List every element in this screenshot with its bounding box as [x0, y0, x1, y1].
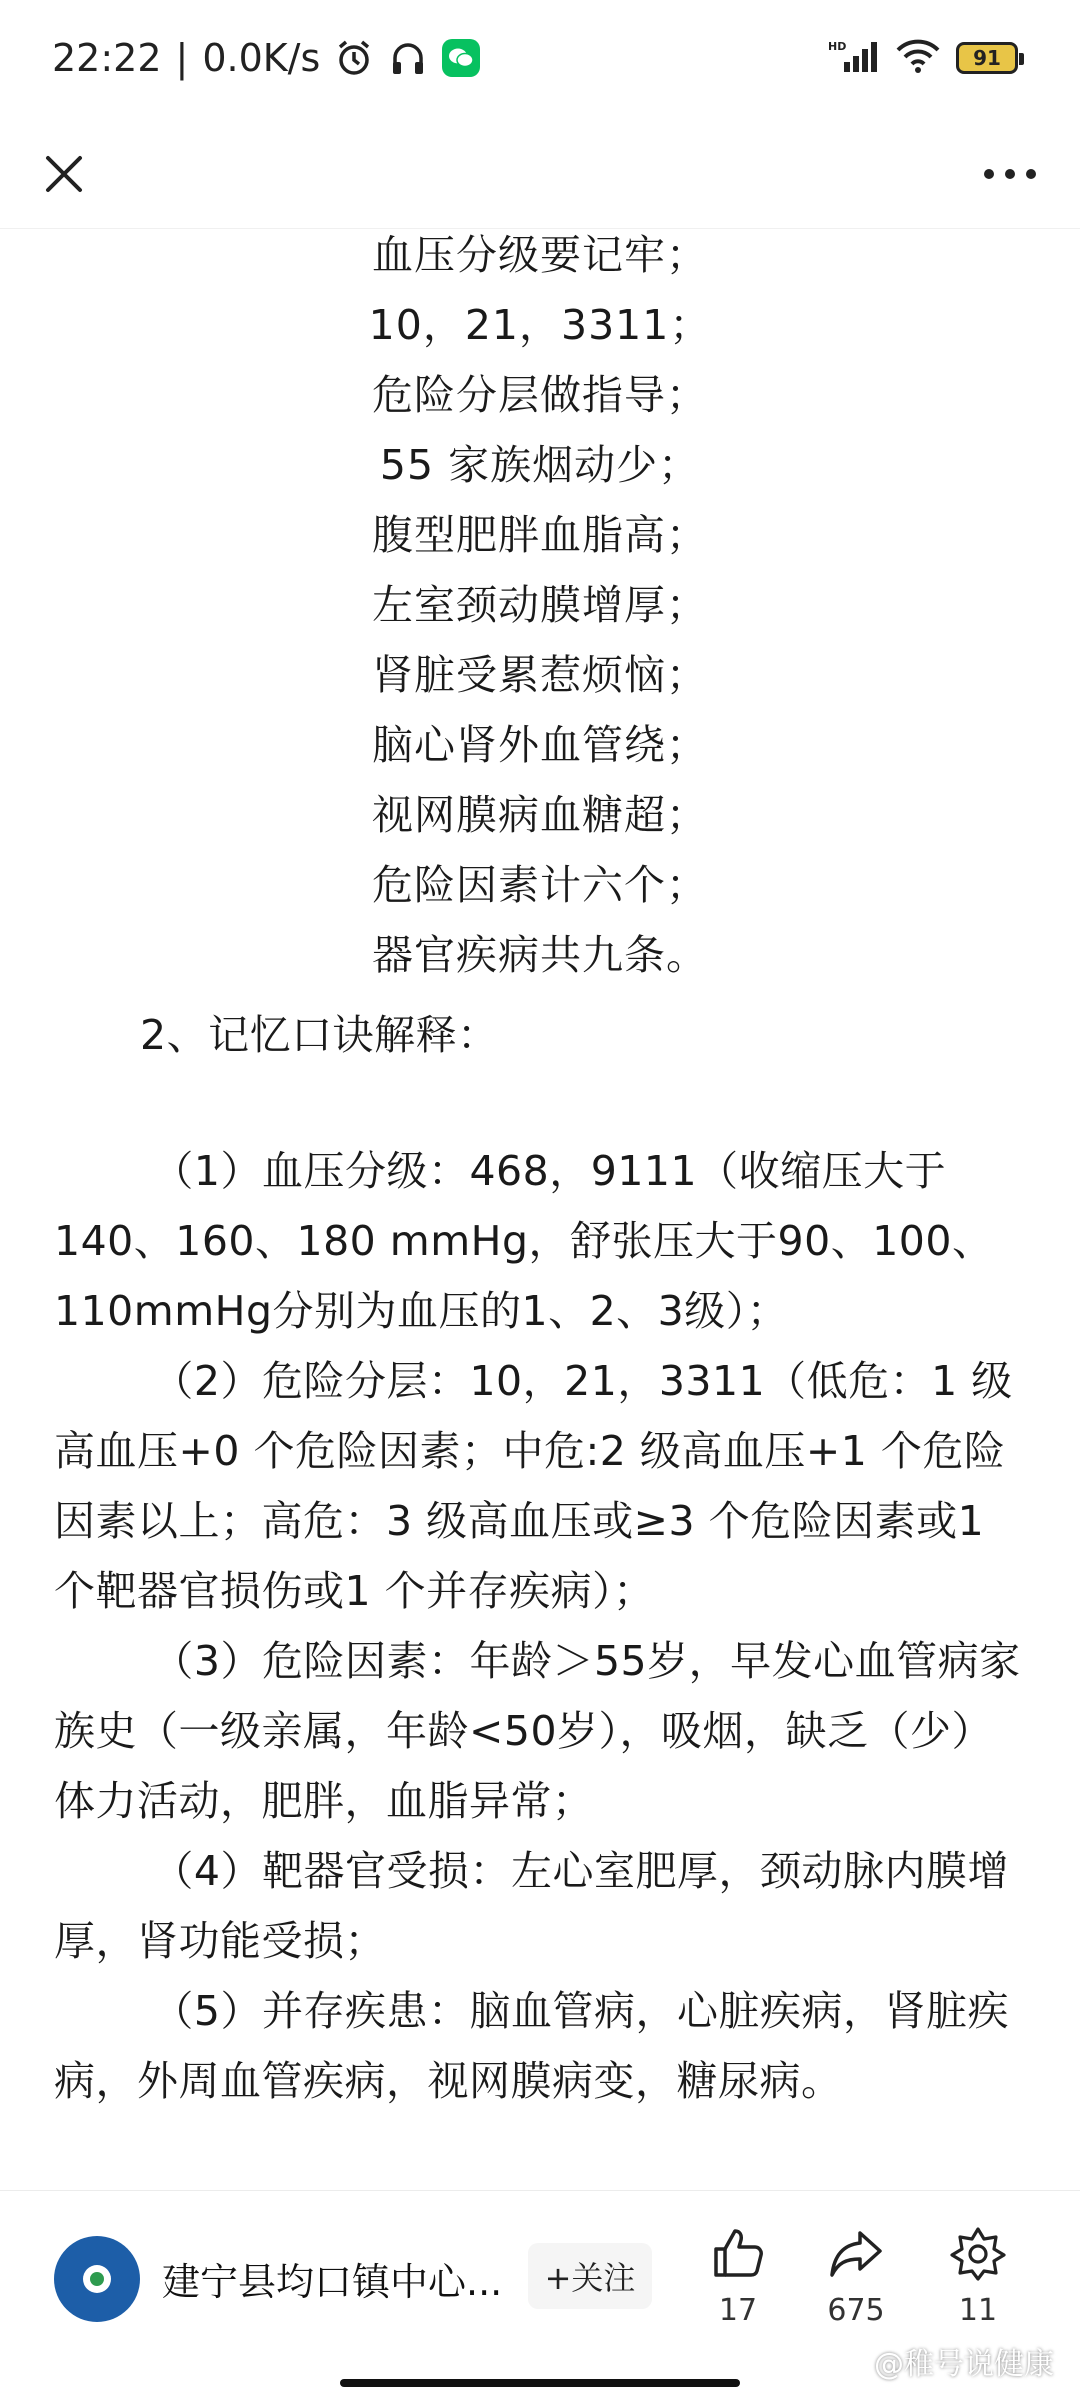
network-speed: 0.0K/s [202, 36, 321, 80]
more-icon [982, 167, 1038, 181]
paragraph-blood-pressure-grading: （1）血压分级：468，9111（收缩压大于140、160、180 mmHg，舒张压大于90、100、110mmHg分别为血压的1、2、3级）； [54, 1147, 994, 1335]
poem-line: 视网膜病血糖超； [372, 791, 708, 839]
paragraph-comorbidities: （5）并存疾患：脑血管病，心脏疾病，肾脏疾病，外周血管疾病，视网膜病变，糖尿病。 [54, 1987, 1009, 2105]
status-bar [0, 0, 1080, 120]
poem-line: 左室颈动膜增厚； [372, 581, 708, 629]
status-right [828, 38, 1018, 78]
poem-line: 危险分层做指导； [372, 371, 708, 419]
mnemonic-poem [0, 228, 1080, 998]
bottom-bar [0, 2190, 1080, 2401]
battery-level: 91 [973, 46, 1001, 70]
svg-text:HD: HD [828, 40, 847, 53]
headphones-icon [388, 38, 428, 78]
paragraph-target-organs: （4）靶器官受损：左心室肥厚，颈动脉内膜增厚，肾功能受损； [54, 1847, 1009, 1965]
poem-line: 腹型肥胖血脂高； [372, 511, 708, 559]
wechat-icon [442, 39, 480, 77]
close-icon [44, 154, 84, 194]
wifi-icon [896, 38, 940, 78]
paragraph-risk-stratification: （2）危险分层：10，21，3311（低危：1 级高血压+0 个危险因素；中危:2 级高血压+1 个危险因素以上；高危：3 级高血压或≥3 个危险因素或1 个靶器官损伤或1 个并存疾病）； [54, 1357, 1013, 1615]
share-icon [828, 2225, 884, 2281]
top-nav [0, 120, 1080, 229]
avatar-logo-icon [83, 2265, 111, 2293]
thumbs-up-icon [710, 2225, 766, 2281]
share-button[interactable] [806, 2225, 906, 2328]
follow-button[interactable]: +关注 [528, 2243, 652, 2309]
poem-line: 55 家族烟动少； [379, 441, 701, 489]
poem-line: 器官疾病共九条。 [372, 931, 708, 979]
poem-line: 脑心肾外血管绕； [372, 721, 708, 769]
poem-line: 危险因素计六个； [372, 861, 708, 909]
reward-star-icon [950, 2225, 1006, 2281]
status-separator: | [175, 36, 189, 80]
poem-line: 10，21，3311； [368, 301, 712, 349]
section-heading: 2、记忆口诀解释： [140, 1011, 499, 1059]
share-count: 675 [827, 2293, 885, 2328]
reward-button[interactable] [928, 2225, 1028, 2328]
account-name[interactable]: 建宁县均口镇中心... [162, 2260, 503, 2304]
signal-icon [828, 38, 880, 78]
avatar[interactable] [54, 2236, 140, 2322]
paragraph-risk-factors: （3）危险因素：年龄＞55岁，早发心血管病家族史（一级亲属，年龄<50岁），吸烟，缺乏（少）体力活动，肥胖，血脂异常； [54, 1637, 1021, 1825]
poem-line: 肾脏受累惹烦恼； [372, 651, 708, 699]
status-time: 22:22 [52, 36, 162, 80]
status-left [52, 36, 480, 80]
like-button[interactable] [688, 2225, 788, 2328]
watermark: @稚号说健康 [874, 2347, 1054, 2382]
like-count: 17 [718, 2293, 758, 2328]
reward-count: 11 [958, 2293, 998, 2328]
home-indicator[interactable] [340, 2379, 740, 2387]
poem-line: 血压分级要记牢； [372, 231, 708, 279]
close-button[interactable] [30, 140, 98, 208]
article-body [0, 228, 1080, 2188]
alarm-icon [334, 38, 374, 78]
more-button[interactable] [970, 140, 1050, 208]
battery-icon [956, 42, 1018, 74]
